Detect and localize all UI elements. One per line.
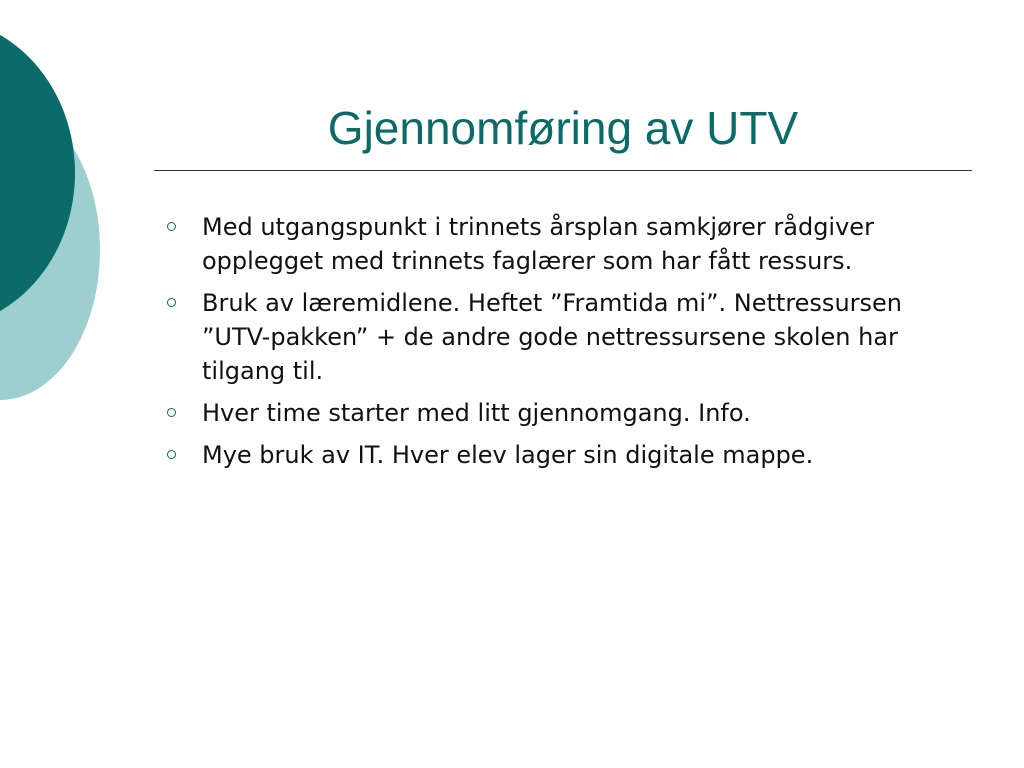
- bullet-circle-icon: [167, 222, 176, 231]
- bullet-list: [166, 210, 956, 480]
- bullet-circle-icon: [167, 298, 176, 307]
- bullet-circle-icon: [167, 450, 176, 459]
- bullet-item: [166, 396, 956, 430]
- bullet-item: [166, 438, 956, 472]
- bullet-text: Med utgangspunkt i trinnets årsplan samkjører rådgiver opplegget med trinnets faglærer som har fått ressurs.: [202, 213, 874, 275]
- bullet-text: Mye bruk av IT. Hver elev lager sin digitale mappe.: [202, 441, 814, 469]
- title-divider: [154, 170, 972, 171]
- bullet-item: [166, 286, 956, 388]
- bullet-item: [166, 210, 956, 278]
- slide-title: Gjennomføring av UTV: [327, 102, 799, 154]
- bullet-text: Bruk av læremidlene. Heftet ”Framtida mi”. Nettressursen ”UTV-pakken” + de andre gode nettressursene skolen har tilgang til.: [202, 289, 902, 385]
- bullet-circle-icon: [167, 408, 176, 417]
- bullet-text: Hver time starter med litt gjennomgang. Info.: [202, 399, 751, 427]
